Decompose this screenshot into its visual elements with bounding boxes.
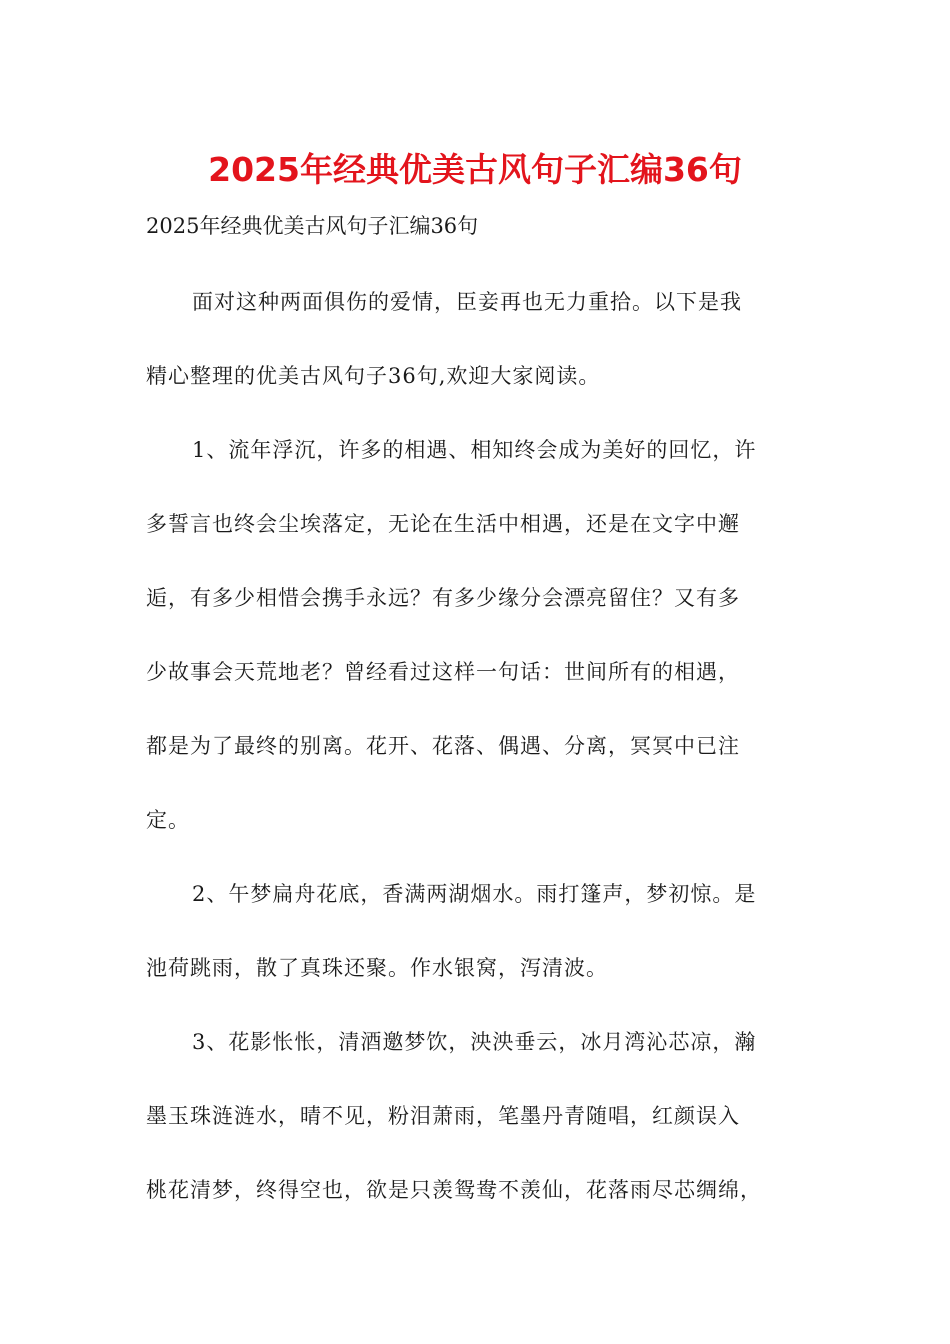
document-subtitle: 2025年经典优美古风句子汇编36句 (146, 214, 479, 238)
paragraph-item-3 (146, 1020, 806, 1212)
text-line: 池荷跳雨，散了真珠还聚。作水银窝，泻清波。 (146, 956, 608, 980)
text-line: 3、花影怅怅，清酒邀梦饮，泱泱垂云，冰月湾沁芯凉，瀚 (192, 1030, 757, 1054)
text-line: 定。 (146, 808, 190, 832)
text-line: 面对这种两面俱伤的爱情，臣妾再也无力重拾。以下是我 (192, 290, 742, 314)
text-line: 精心整理的优美古风句子36句,欢迎大家阅读。 (146, 364, 601, 388)
text-line: 多誓言也终会尘埃落定，无论在生活中相遇，还是在文字中邂 (146, 512, 740, 536)
text-line: 少故事会天荒地老？曾经看过这样一句话：世间所有的相遇， (146, 660, 740, 684)
text-line: 都是为了最终的别离。花开、花落、偶遇、分离，冥冥中已注 (146, 734, 740, 758)
text-line: 逅，有多少相惜会携手永远？有多少缘分会漂亮留住？又有多 (146, 586, 740, 610)
text-line: 1、流年浮沉，许多的相遇、相知终会成为美好的回忆，许 (192, 438, 757, 462)
text-line: 墨玉珠涟涟水，晴不见，粉泪萧雨，笔墨丹青随唱，红颜误入 (146, 1104, 740, 1128)
text-line: 桃花清梦，终得空也，欲是只羡鸳鸯不羡仙，花落雨尽芯绸绵， (146, 1178, 762, 1202)
paragraph-intro (146, 280, 806, 398)
paragraph-item-2 (146, 872, 806, 990)
paragraph-item-1 (146, 428, 806, 842)
text-line: 2、午梦扁舟花底，香满两湖烟水。雨打篷声，梦初惊。是 (192, 882, 757, 906)
document-body (146, 280, 806, 1242)
document-title: 2025年经典优美古风句子汇编36句 (208, 150, 742, 189)
